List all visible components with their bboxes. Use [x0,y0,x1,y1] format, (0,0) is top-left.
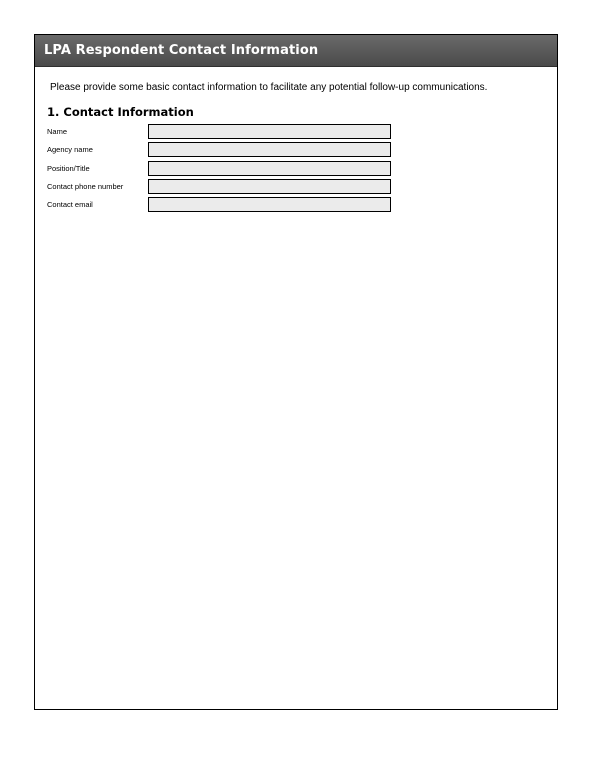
name-input[interactable] [148,124,391,139]
section-heading: 1. Contact Information [47,105,194,119]
agency-name-label: Agency name [47,145,93,155]
field-row-position [47,161,391,176]
survey-page [34,34,558,710]
field-row-phone [47,179,391,194]
email-label: Contact email [47,200,93,210]
email-input[interactable] [148,197,391,212]
field-row-agency [47,142,391,157]
field-row-name [47,124,391,139]
name-label: Name [47,127,68,136]
position-title-label: Position/Title [47,163,90,173]
intro-text: Please provide some basic contact information to facilitate any potential follow-up communications. [50,82,488,93]
page-header [35,35,557,67]
agency-name-input[interactable] [148,142,391,157]
position-title-input[interactable] [148,161,391,176]
phone-input[interactable] [148,179,391,194]
contact-fields [47,124,391,215]
phone-label: Contact phone number [47,181,124,191]
field-row-email [47,197,391,212]
page-title: LPA Respondent Contact Information [44,43,319,58]
